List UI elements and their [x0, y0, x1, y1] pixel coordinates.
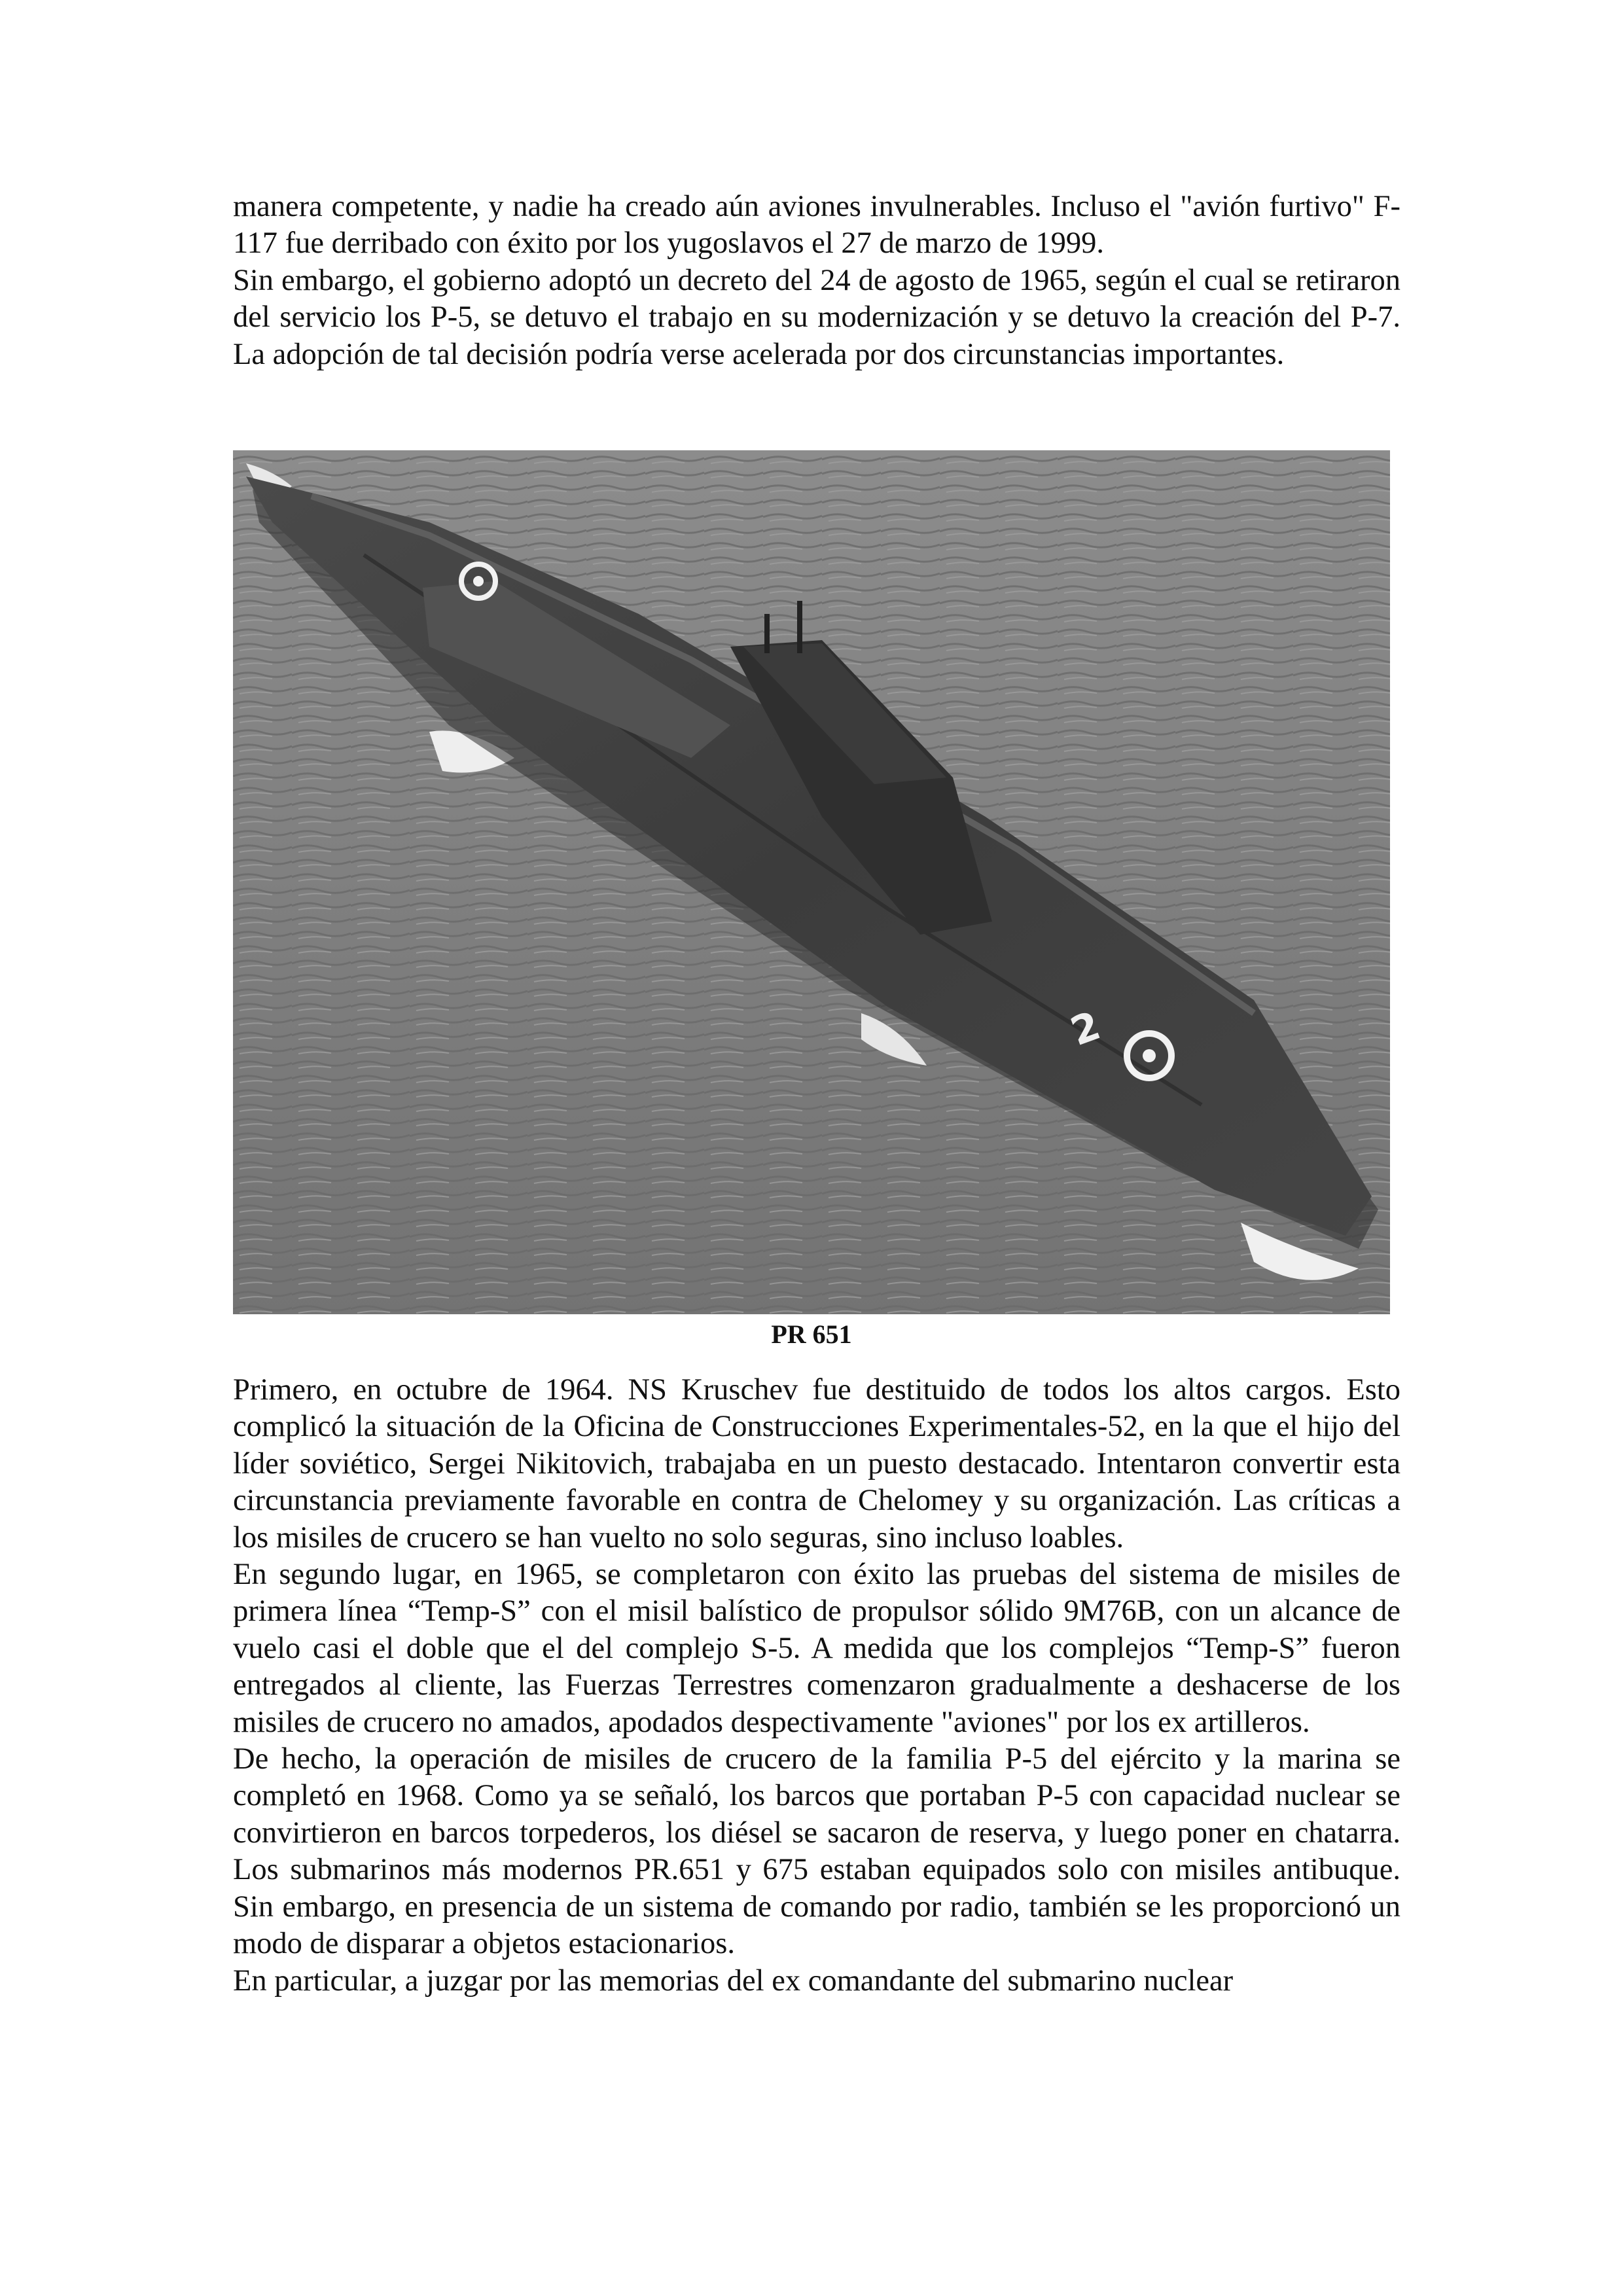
periscope-mast: [764, 614, 770, 653]
periscope-mast: [797, 601, 802, 653]
submarine-photo: [233, 450, 1390, 1314]
submarine-photo-drawing: [233, 450, 1390, 1314]
figure-caption: PR 651: [771, 1319, 852, 1349]
paragraph: Primero, en octubre de 1964. NS Kruschev fue destituido de todos los altos cargos. Esto complicó la situación de la Oficina de Construcciones Experimentales-52, en la que el hijo del líder soviético, Sergei Nikitovich, trabajaba en un puesto destacado. Intentaron convertir esta circunstancia previamente favorable en contra de Chelomey y su organización. Las críticas a los misiles de crucero se han vuelto no solo seguras, sino incluso loables.: [233, 1373, 1400, 1554]
top-text-block: [233, 188, 1400, 373]
paragraph: Sin embargo, el gobierno adoptó un decreto del 24 de agosto de 1965, según el cual se retiraron del servicio los P-5, se detuvo el trabajo en su modernización y se detuvo la creación del P-7. La adopción de tal decisión podría verse acelerada por dos circunstancias importantes.: [233, 263, 1400, 371]
bottom-text-block: [233, 1372, 1400, 2000]
paragraph: En segundo lugar, en 1965, se completaron con éxito las pruebas del sistema de misiles de primera línea “Temp-S” con el misil balístico de propulsor sólido 9M76B, con un alcance de vuelo casi el doble que el del complejo S-5. A medida que los complejos “Temp-S” fueron entregados al cliente, las Fuerzas Terrestres comenzaron gradualmente a deshacerse de los misiles de crucero no amados, apodados despectivamente "aviones" por los ex artilleros.: [233, 1558, 1400, 1739]
hull-number-2: 2: [1065, 1003, 1107, 1056]
paragraph: manera competente, y nadie ha creado aún aviones invulnerables. Incluso el "avión furtivo" F-117 fue derribado con éxito por los yugoslavos el 27 de marzo de 1999.: [233, 190, 1400, 260]
paragraph: De hecho, la operación de misiles de crucero de la familia P-5 del ejército y la marina se completó en 1968. Como ya se señaló, los barcos que portaban P-5 con capacidad nuclear se convirtieron en barcos torpederos, los diésel se sacaron de reserva, y luego poner en chatarra. Los submarinos más modernos PR.651 y 675 estaban equipados solo con misiles antibuque. Sin embargo, en presencia de un sistema de comando por radio, también se les proporcionó un modo de disparar a objetos estacionarios.: [233, 1742, 1400, 1961]
paragraph: En particular, a juzgar por las memorias del ex comandante del submarino nuclear: [233, 1964, 1234, 1998]
